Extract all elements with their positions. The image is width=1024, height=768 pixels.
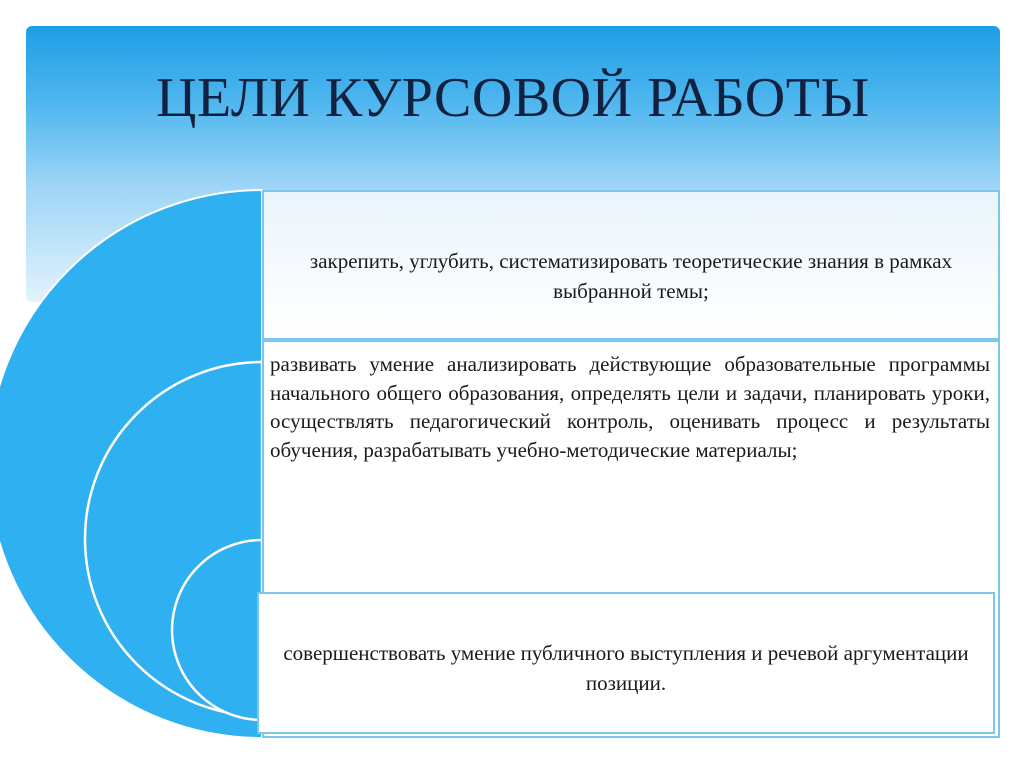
goal-box-3	[257, 592, 995, 734]
inner-arc	[172, 540, 262, 720]
goal-text-1: закрепить, углубить, систематизировать теоретические знания в рамках выбранной темы;	[309, 249, 953, 303]
goal-text-2: развивать умение анализировать действующие образовательные программы начального общего образования, определять цели и задачи, планировать уроки, осуществлять педагогический контроль, оценивать процесс и результаты обучения, разрабатывать учебно-методические материалы;	[270, 352, 990, 462]
slide-title: ЦЕЛИ КУРСОВОЙ РАБОТЫ	[156, 67, 870, 129]
goal-box-1	[262, 190, 1000, 340]
middle-arc	[85, 362, 262, 716]
goal-text-3: совершенствовать умение публичного выступления и речевой аргументации позиции.	[283, 641, 969, 695]
